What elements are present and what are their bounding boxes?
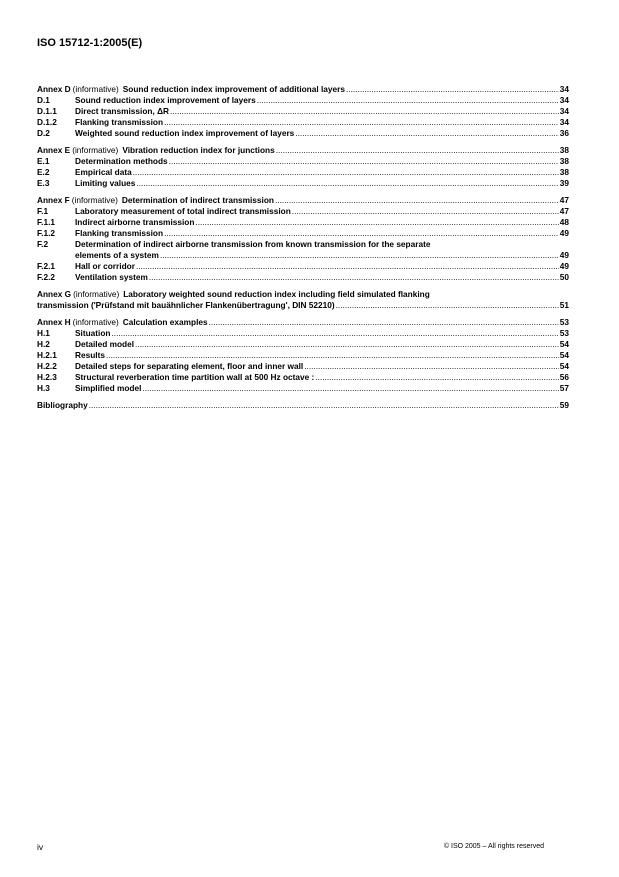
dot-leader xyxy=(275,195,559,206)
section-title-line-2: elements of a system xyxy=(75,250,159,260)
dot-leader xyxy=(112,328,559,339)
section-number: D.1.1 xyxy=(37,106,57,116)
toc-annex-h xyxy=(37,317,569,394)
section-title: Simplified model xyxy=(75,383,142,393)
section-title: Situation xyxy=(75,328,111,338)
toc-entry[interactable] xyxy=(37,95,569,106)
section-number: H.1 xyxy=(37,328,50,338)
page-number: 38 xyxy=(559,167,569,177)
toc-entry[interactable] xyxy=(37,156,569,167)
annex-label: Annex D xyxy=(37,84,71,94)
toc-entry[interactable] xyxy=(37,350,569,361)
dot-leader xyxy=(295,128,558,139)
annex-informative: (informative) xyxy=(72,145,119,155)
toc-entry[interactable] xyxy=(37,383,569,394)
page-number: 49 xyxy=(559,250,569,260)
annex-title: Sound reduction index improvement of additional layers xyxy=(122,84,345,94)
page-number: 53 xyxy=(559,328,569,338)
section-title-line-1: Determination of indirect airborne transmission from known transmission for the separate xyxy=(75,239,431,249)
dot-leader xyxy=(292,206,559,217)
toc-entry[interactable] xyxy=(37,272,569,283)
page-number: 47 xyxy=(559,195,569,205)
toc-entry[interactable] xyxy=(37,128,569,139)
dot-leader xyxy=(135,339,559,350)
section-title: Flanking transmission xyxy=(75,228,164,238)
section-number: H.2 xyxy=(37,339,50,349)
section-number: H.3 xyxy=(37,383,50,393)
toc-entry-annex-f[interactable] xyxy=(37,195,569,206)
toc-entry[interactable] xyxy=(37,228,569,239)
annex-informative: (informative) xyxy=(71,195,118,205)
section-number: H.2.2 xyxy=(37,361,57,371)
page-number: 53 xyxy=(559,317,569,327)
toc-entry[interactable] xyxy=(37,239,569,261)
page-number: 34 xyxy=(559,117,569,127)
page-number: 59 xyxy=(559,400,569,410)
toc-entry-bibliography[interactable] xyxy=(37,400,569,411)
toc-entry[interactable] xyxy=(37,328,569,339)
dot-leader xyxy=(336,300,559,311)
dot-leader xyxy=(346,84,559,95)
toc-entry[interactable] xyxy=(37,178,569,189)
section-number: E.3 xyxy=(37,178,50,188)
dot-leader xyxy=(170,106,559,117)
dot-leader xyxy=(164,117,559,128)
section-number: E.1 xyxy=(37,156,50,166)
footer-copyright: © ISO 2005 – All rights reserved xyxy=(443,843,544,850)
section-title: Sound reduction index improvement of layers xyxy=(75,95,256,105)
page-number: 38 xyxy=(559,145,569,155)
page-number: 49 xyxy=(559,228,569,238)
section-title: Results xyxy=(75,350,105,360)
section-title: Hall or corridor xyxy=(75,261,135,271)
page-number: 49 xyxy=(559,261,569,271)
toc-bibliography xyxy=(37,400,569,411)
annex-informative: (informative) xyxy=(72,84,119,94)
section-title: Laboratory measurement of total indirect transmission xyxy=(75,206,291,216)
toc-entry[interactable] xyxy=(37,117,569,128)
annex-title: Calculation examples xyxy=(122,317,208,327)
page-number: 51 xyxy=(559,300,569,310)
page-number: 57 xyxy=(559,383,569,393)
toc-entry-annex-d[interactable] xyxy=(37,84,569,95)
dot-leader xyxy=(89,400,559,411)
page-number: 36 xyxy=(559,128,569,138)
section-title: Ventilation system xyxy=(75,272,148,282)
section-number: F.2.1 xyxy=(37,261,55,271)
section-title: Weighted sound reduction index improvement of layers xyxy=(75,128,295,138)
bibliography-title: Bibliography xyxy=(37,400,88,410)
section-number: F.1 xyxy=(37,206,49,216)
dot-leader xyxy=(106,350,559,361)
section-number: D.1 xyxy=(37,95,50,105)
dot-leader xyxy=(315,372,558,383)
annex-title-continuation xyxy=(37,300,569,311)
section-number: F.2 xyxy=(37,239,49,249)
toc-annex-f xyxy=(37,195,569,283)
footer-page-number: iv xyxy=(37,842,44,852)
toc-entry-annex-h[interactable] xyxy=(37,317,569,328)
page-number: 34 xyxy=(559,84,569,94)
annex-title: Vibration reduction index for junctions xyxy=(122,145,275,155)
page-number: 54 xyxy=(559,361,569,371)
section-number: D.2 xyxy=(37,128,50,138)
toc-annex-e xyxy=(37,145,569,189)
toc-entry[interactable] xyxy=(37,206,569,217)
toc-entry[interactable] xyxy=(37,372,569,383)
annex-title: Determination of indirect transmission xyxy=(121,195,274,205)
toc-entry[interactable] xyxy=(37,261,569,272)
toc-entry-annex-e[interactable] xyxy=(37,145,569,156)
page-number: 38 xyxy=(559,156,569,166)
page-number: 47 xyxy=(559,206,569,216)
dot-leader xyxy=(136,178,558,189)
toc-entry[interactable] xyxy=(37,106,569,117)
section-title: Structural reverberation time partition wall at 500 Hz octave : xyxy=(75,372,315,382)
dot-leader xyxy=(149,272,559,283)
dot-leader xyxy=(169,156,559,167)
toc-entry[interactable] xyxy=(37,217,569,228)
document-id: ISO 15712-1:2005(E) xyxy=(37,37,143,49)
dot-leader xyxy=(209,317,559,328)
page-number: 50 xyxy=(559,272,569,282)
section-number: E.2 xyxy=(37,167,50,177)
page-number: 56 xyxy=(559,372,569,382)
dot-leader xyxy=(276,145,559,156)
section-number: F.2.2 xyxy=(37,272,55,282)
dot-leader xyxy=(164,228,559,239)
annex-informative: (informative) xyxy=(73,289,120,299)
annex-informative: (informative) xyxy=(72,317,119,327)
section-title: Empirical data xyxy=(75,167,132,177)
annex-label: Annex H xyxy=(37,317,71,327)
table-of-contents xyxy=(37,84,569,417)
annex-label: Annex F xyxy=(37,195,70,205)
toc-entry-annex-g xyxy=(37,289,569,300)
section-number: H.2.1 xyxy=(37,350,57,360)
section-title: Limiting values xyxy=(75,178,136,188)
dot-leader xyxy=(142,383,558,394)
toc-annex-g[interactable] xyxy=(37,289,569,311)
dot-leader xyxy=(133,167,559,178)
toc-entry[interactable] xyxy=(37,339,569,350)
dot-leader xyxy=(304,361,559,372)
section-number: D.1.2 xyxy=(37,117,57,127)
section-title: Detailed model xyxy=(75,339,135,349)
section-title: Detailed steps for separating element, floor and inner wall xyxy=(75,361,304,371)
section-title: Flanking transmission xyxy=(75,117,164,127)
page-number: 54 xyxy=(559,350,569,360)
section-number: H.2.3 xyxy=(37,372,57,382)
dot-leader xyxy=(136,261,559,272)
section-number: F.1.1 xyxy=(37,217,55,227)
annex-title-line-2: transmission ('Prüfstand mit bauähnlicher Flankenübertragung', DIN 52210) xyxy=(37,300,335,310)
page-number: 34 xyxy=(559,106,569,116)
page-number: 54 xyxy=(559,339,569,349)
dot-leader xyxy=(195,217,558,228)
dot-leader xyxy=(257,95,559,106)
section-title: Determination methods xyxy=(75,156,168,166)
dot-leader xyxy=(160,250,559,261)
toc-entry[interactable] xyxy=(37,167,569,178)
toc-entry[interactable] xyxy=(37,361,569,372)
section-title: Direct transmission, ΔR xyxy=(75,106,170,116)
annex-label: Annex E xyxy=(37,145,71,155)
section-title: Indirect airborne transmission xyxy=(75,217,195,227)
annex-title-line-1: Laboratory weighted sound reduction index including field simulated flanking xyxy=(123,289,430,299)
annex-label: Annex G xyxy=(37,289,72,299)
page-number: 39 xyxy=(559,178,569,188)
section-number: F.1.2 xyxy=(37,228,55,238)
toc-annex-d xyxy=(37,84,569,139)
page-number: 48 xyxy=(559,217,569,227)
page-number: 34 xyxy=(559,95,569,105)
